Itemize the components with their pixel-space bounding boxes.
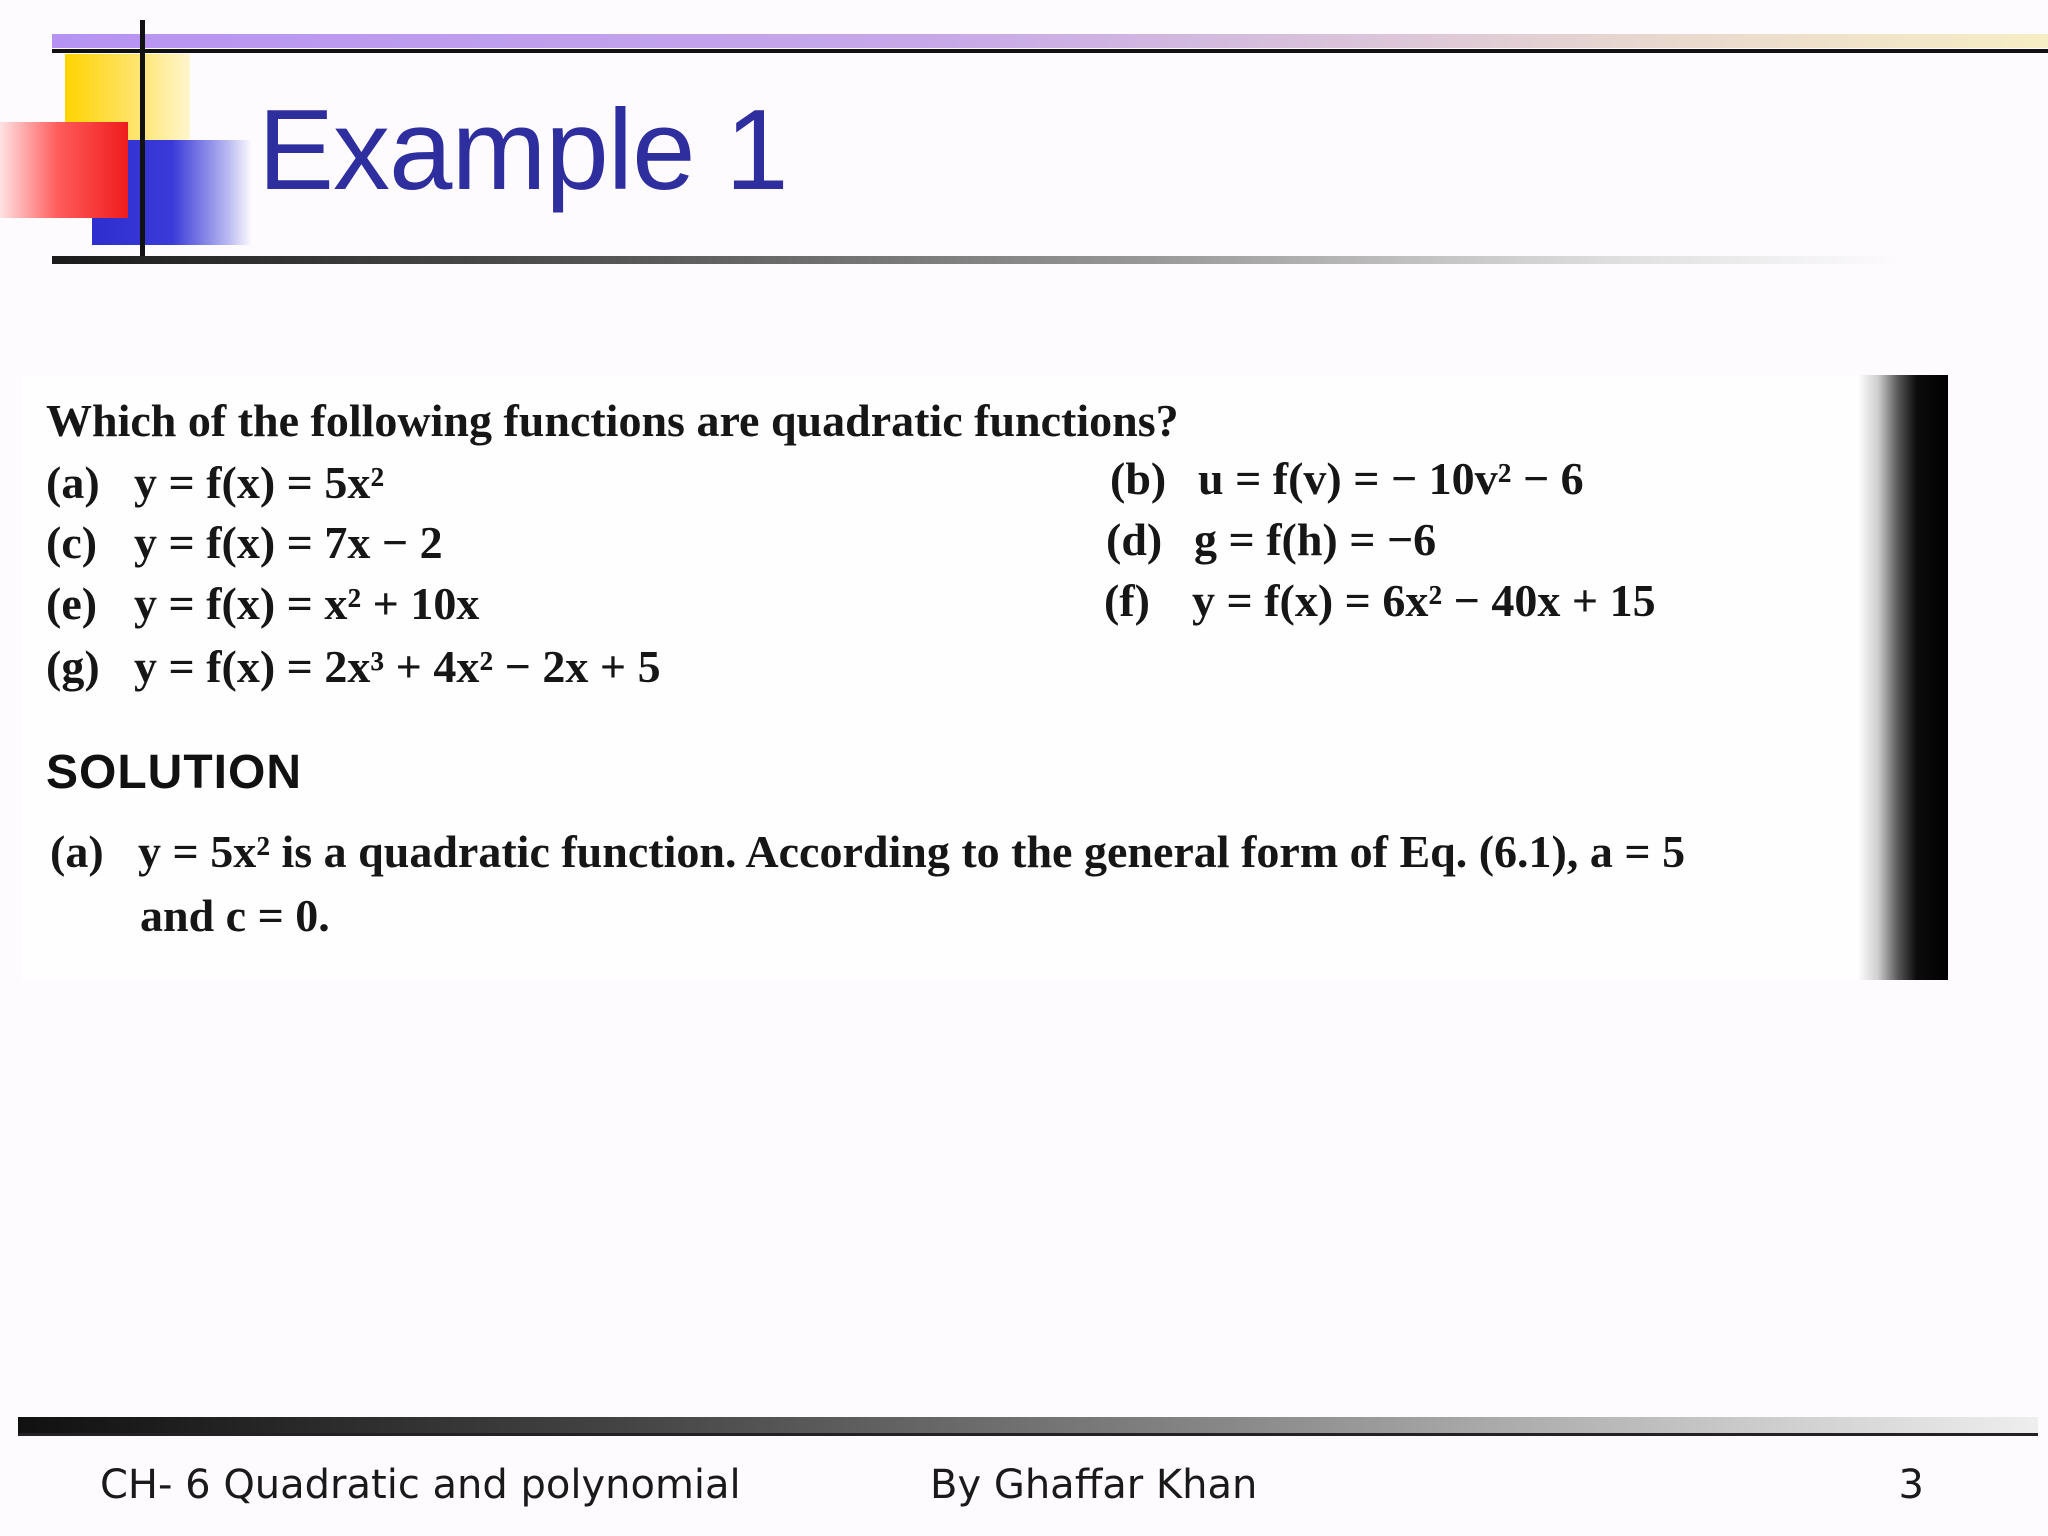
option-a [46, 455, 384, 511]
option-e [46, 576, 479, 632]
footer-author: By Ghaffar Khan [930, 1462, 1258, 1508]
solution-heading: SOLUTION [46, 746, 302, 799]
page-number: 3 [1898, 1462, 1924, 1508]
option-expression: y = f(x) = 6x² − 40x + 15 [1192, 575, 1656, 626]
option-label: (f) [1104, 575, 1150, 626]
option-expression: g = f(h) = −6 [1194, 514, 1437, 565]
slide-title: Example 1 [258, 87, 788, 214]
scan-shadow-edge [1858, 375, 1948, 980]
option-label: (g) [46, 641, 100, 692]
top-accent-bar [52, 34, 2048, 48]
title-underline-rule [52, 256, 1902, 264]
top-rule [52, 49, 2048, 53]
question-text: Which of the following functions are quadratic functions? [46, 395, 1179, 446]
option-label: (b) [1110, 453, 1167, 504]
option-expression: y = f(x) = 5x² [134, 457, 385, 508]
option-label: (e) [46, 578, 98, 629]
red-square-decoration [0, 122, 128, 218]
option-expression: y = f(x) = x² + 10x [134, 578, 480, 629]
solution-text: y = 5x² is a quadratic function. According to the general form of Eq. (6.1), a = 5 [138, 826, 1686, 877]
solution-label: (a) [50, 826, 104, 877]
solution-continuation: and c = 0. [140, 890, 330, 941]
solution-a [50, 824, 1685, 880]
option-label: (c) [46, 517, 98, 568]
option-expression: u = f(v) = − 10v² − 6 [1198, 453, 1584, 504]
option-g [46, 639, 661, 695]
option-d [1106, 512, 1436, 568]
option-b [1110, 451, 1584, 507]
option-expression: y = f(x) = 7x − 2 [134, 517, 443, 568]
option-expression: y = f(x) = 2x³ + 4x² − 2x + 5 [134, 641, 661, 692]
option-c [46, 515, 443, 571]
footer-chapter: CH- 6 Quadratic and polynomial [100, 1462, 741, 1508]
option-label: (d) [1106, 514, 1163, 565]
option-label: (a) [46, 457, 100, 508]
option-f [1104, 573, 1656, 629]
footer-rule-line [18, 1433, 2038, 1436]
vertical-rule [140, 20, 145, 260]
